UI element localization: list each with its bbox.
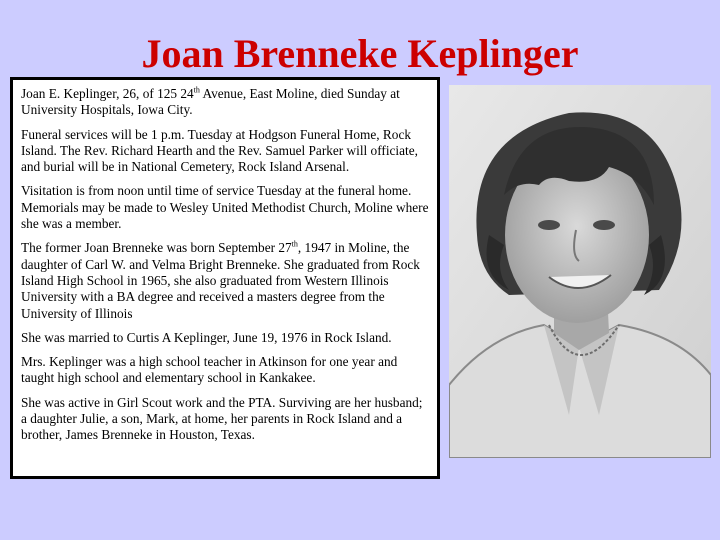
obituary-paragraph-biography xyxy=(21,240,429,321)
obituary-text: , 1947 in Moline, the daughter of Carl W. and Velma Bright Brenneke. She graduated from Rock Island High School in 1965, she also graduated from Western Illinois University with a BA degree and received a masters degree from the University of Illinois xyxy=(21,240,420,321)
obituary-text: Avenue, East Moline, died Sunday at University Hospitals, Iowa City. xyxy=(21,86,400,118)
obituary-text-box xyxy=(10,77,440,479)
ordinal-suffix: th xyxy=(291,239,298,249)
obituary-paragraph-survivors: She was active in Girl Scout work and the PTA. Surviving are her husband; a daughter Julie, a son, Mark, at home, her parents in Rock Island and a brother, James Brenneke in Houston, Texas. xyxy=(21,394,423,443)
obituary-text: The former Joan Brenneke was born September 27 xyxy=(21,240,292,256)
obituary-paragraph-funeral: Funeral services will be 1 p.m. Tuesday at Hodgson Funeral Home, Rock Island. The Rev. Richard Hearth and the Rev. Samuel Parker will officiate, and burial will be in National Cemetery, Rock Island Arsenal. xyxy=(21,126,418,175)
portrait-photo xyxy=(449,85,711,458)
obituary-paragraph-death xyxy=(21,86,429,119)
ordinal-suffix: th xyxy=(193,85,200,95)
portrait-illustration xyxy=(449,85,711,458)
obituary-text: Joan E. Keplinger, 26, of 125 24 xyxy=(21,86,194,101)
obituary-paragraph-visitation: Visitation is from noon until time of service Tuesday at the funeral home. Memorials may be made to Wesley United Methodist Church, Moline where she was a member. xyxy=(21,183,429,232)
obituary-paragraph-marriage: She was married to Curtis A Keplinger, June 19, 1976 in Rock Island. xyxy=(21,329,392,345)
obituary-paragraph-career: Mrs. Keplinger was a high school teacher in Atkinson for one year and taught high school and elementary school in Kankakee. xyxy=(21,354,398,386)
page-title: Joan Brenneke Keplinger xyxy=(141,31,579,76)
